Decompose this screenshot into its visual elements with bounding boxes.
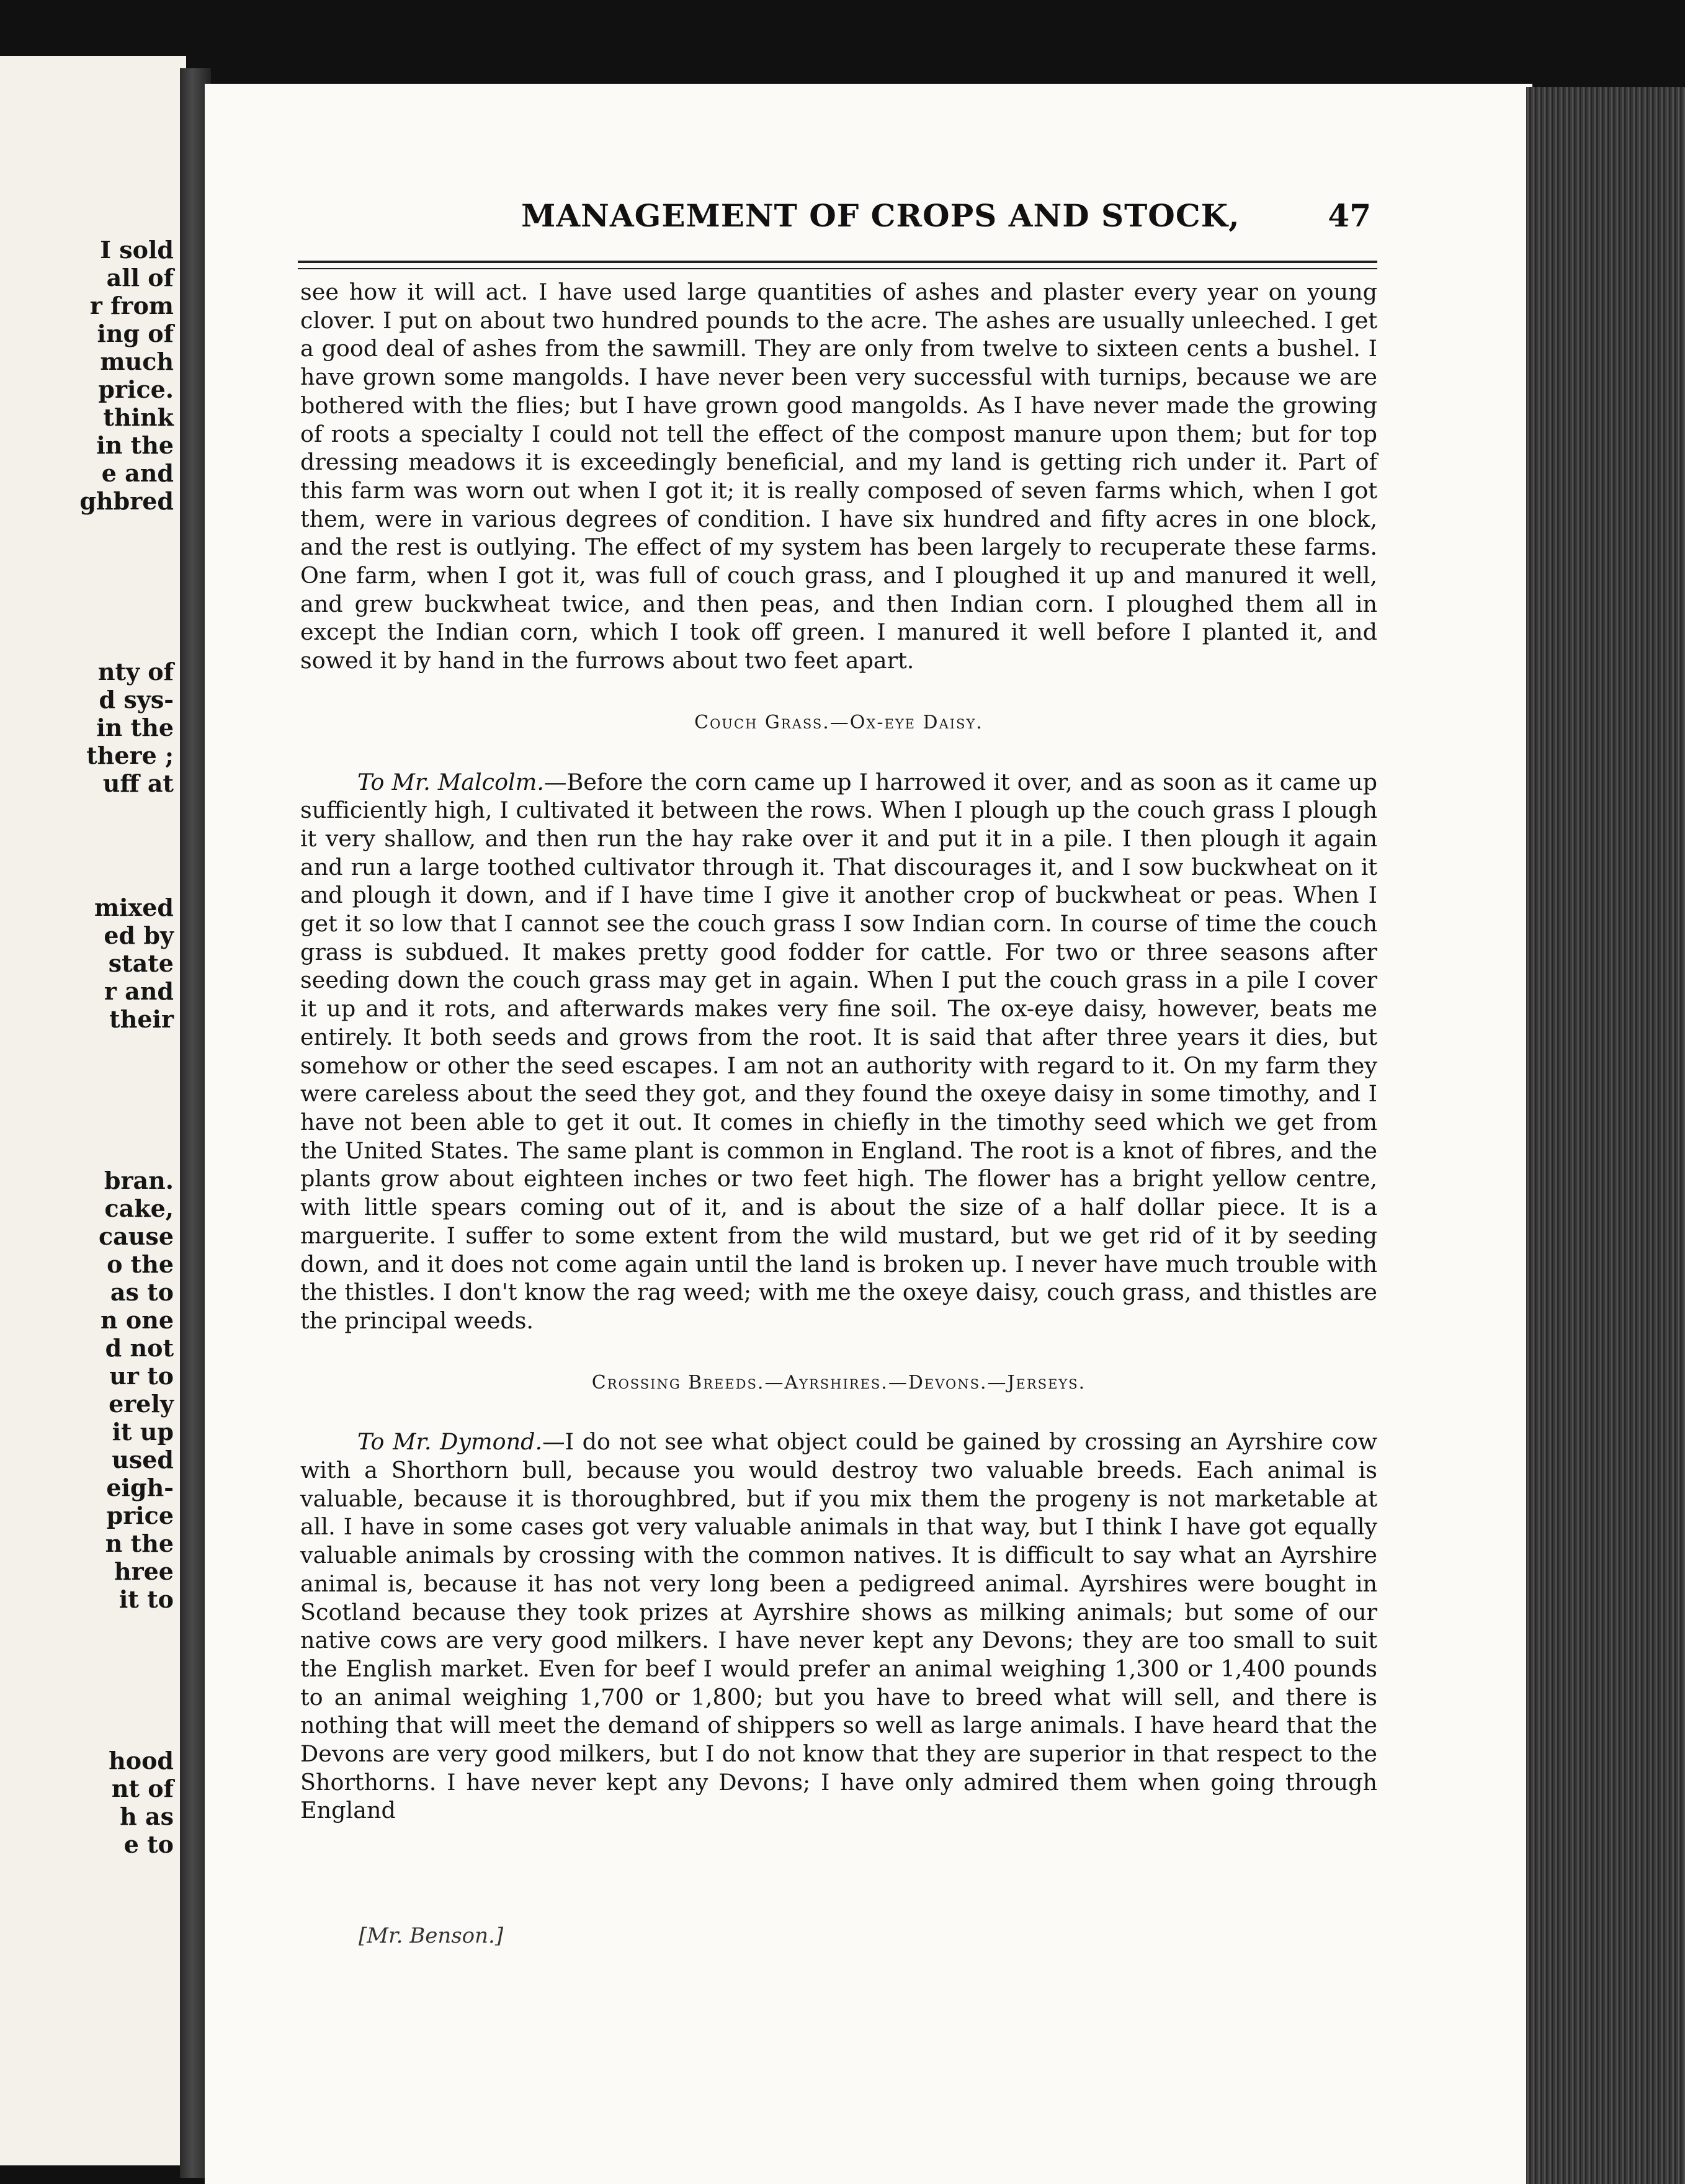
paragraph-continued: see how it will act. I have used large quantities of ashes and plaster every year on young clover. I put on about two hundred pounds to the acre. The ashes are usually unleeched. I get a good deal of ashes from the sawmill. They are only from twelve to sixteen cents a bushel. I have grown some mangolds. I have never been very successful with turnips, because we are bothered with the flies; but I have grown good mangolds. As I have never made the growing of roots a specialty I could not tell the effect of the compost manure upon them; but for top dressing meadows it is exceedingly beneficial, and my land is getting rich under it. Part of this farm was worn out when I got it; it is really composed of seven farms which, when I got them, were in various degrees of condition. I have six hundred and fifty acres in one block, and the rest is outlying. The effect of my system has been largely to recuperate these farms. One farm, when I got it, was full of couch grass, and I ploughed it up and manured it well, and grew buckwheat twice, and then peas, and then Indian corn. I ploughed them all in except the Indian corn, which I took off green. I manured it well before I planted it, and sowed it by hand in the furrows about two feet apart. [300,279,1377,674]
page-header [298,197,1377,247]
left-facing-page [0,56,186,2165]
left-page-fragment: hood [109,1747,174,1774]
left-page-fragment: in the [96,714,174,741]
left-page-fragment: I sold [100,236,174,264]
left-page-fragment: used [112,1446,174,1474]
left-page-fragment: r from [89,292,174,320]
left-page-fragment: state [108,949,174,977]
left-page-fragment: bran. [104,1166,174,1194]
left-page-fragment: hree [114,1557,174,1585]
left-page-fragment: h as [120,1802,174,1830]
addressee-dymond: To Mr. Dymond. [357,1428,543,1456]
left-page-fragment: it up [112,1418,174,1446]
left-page-fragment: nt of [111,1774,174,1802]
left-page-fragment: cake, [104,1194,174,1222]
page-edges [1526,87,1685,2184]
left-page-fragment: think [103,403,174,431]
left-page-fragment: much [100,347,174,375]
left-page-fragment: n the [105,1529,174,1557]
left-page-fragment: all of [106,264,174,292]
left-page-fragment: eigh- [106,1474,174,1502]
paragraph-malcolm [300,768,1377,1335]
left-page-fragment: d not [105,1334,174,1362]
section-heading-crossing-breeds: Crossing Breeds.—Ayrshires.—Devons.—Jerseys. [591,1371,1086,1394]
addressee-malcolm: To Mr. Malcolm. [357,768,544,795]
left-page-fragment: e to [123,1830,174,1858]
paragraph-dymond [300,1428,1377,1825]
left-page-fragment: there ; [86,741,174,769]
left-page-fragment: nty of [97,658,174,686]
paragraph-dymond-text: —I do not see what object could be gained by crossing an Ayrshire cow with a Shorthorn bull, because you would destroy two valuable breeds. Each animal is valuable, because it is thoroughbred, but if you mix them the progeny is not marketable at all. I have in some cases got very valuable animals in that way, but I think I have got equally valuable animals by crossing with the common natives. It is difficult to say what an Ayrshire animal is, because it has not very long been a pedigreed animal. Ayrshires were bought in Scotland because they took prizes at Ayrshire shows as milking animals; but some of our native cows are very good milkers. I have never kept any Devons; they are too small to suit the English market. Even for beef I would prefer an animal weighing 1,300 or 1,400 pounds to an animal weighing 1,700 or 1,800; but you have to breed what will sell, and there is nothing that will meet the demand of shippers so well as large animals. I have heard that the Devons are very good milkers, but I do not know that they are superior in that respect to the Shorthorns. I have never kept any Devons; I have only admired them when going through England [300,1428,1377,1824]
left-page-fragment: it to [118,1585,174,1613]
footer-note: [Mr. Benson.] [359,1923,504,1948]
paragraph-malcolm-text: —Before the corn came up I harrowed it over, and as soon as it came up sufficiently high, I cultivated it between the rows. When I plough up the couch grass I plough it very shallow, and then run the hay rake over it and put it in a pile. I then plough it again and run a large toothed cultivator through it. That discourages it, and I sow buckwheat on it and plough it down, and if I have time I give it another crop of buckwheat or peas. When I get it so low that I cannot see the couch grass I sow Indian corn. In course of time the couch grass is subdued. It makes pretty good fodder for cattle. For two or three seasons after seeding down the couch grass may get in again. When I put the couch grass in a pile I cover it up and it rots, and afterwards makes very fine soil. The ox-eye daisy, however, beats me entirely. It both seeds and grows from the root. It is said that after three years it dies, but somehow or other the seed escapes. I am not an authority with regard to it. On my farm they were careless about the seed they got, and they found the oxeye daisy in some timothy, and I have not been able to get it out. It comes in chiefly in the timothy seed which we get from the United States. The same plant is common in England. The root is a knot of fibres, and the plants grow about eighteen inches or two feet high. The flower has a bright yellow centre, with little spears coming out of it, and is about the size of a half dollar piece. It is a marguerite. I suffer to some extent from the wild mustard, but we get rid of it by seeding down, and it does not come again until the land is broken up. I never have much trouble with the thistles. I don't know the rag weed; with me the oxeye daisy, couch grass, and thistles are the principal weeds. [300,768,1377,1334]
left-page-fragment: mixed [94,893,174,921]
left-page-fragment: ing of [97,320,174,347]
left-page-fragment: uff at [102,769,174,797]
section-heading-couch-grass: Couch Grass.—Ox-eye Daisy. [694,711,983,733]
left-page-fragment: in the [96,431,174,459]
page-number: 47 [1328,197,1371,234]
left-page-fragment: e and [101,459,174,487]
left-page-fragment: ed by [104,921,174,949]
left-page-fragment: price [106,1502,174,1529]
left-page-fragment: o the [107,1250,174,1278]
body-text [300,278,1377,1825]
left-page-fragment: as to [110,1278,174,1306]
left-page-fragment: d sys- [99,686,174,714]
left-page-fragment: cause [99,1222,174,1250]
left-page-fragment: ghbred [79,487,174,515]
left-page-fragment: erely [109,1390,174,1418]
left-page-fragment: r and [104,977,174,1005]
header-rule [298,261,1377,269]
left-page-fragment: n one [100,1306,174,1334]
left-page-fragment: their [109,1005,174,1033]
left-page-fragment: ur to [109,1362,174,1390]
running-head: MANAGEMENT OF CROPS AND STOCK, [521,197,1240,234]
left-page-fragment: price. [98,375,174,403]
